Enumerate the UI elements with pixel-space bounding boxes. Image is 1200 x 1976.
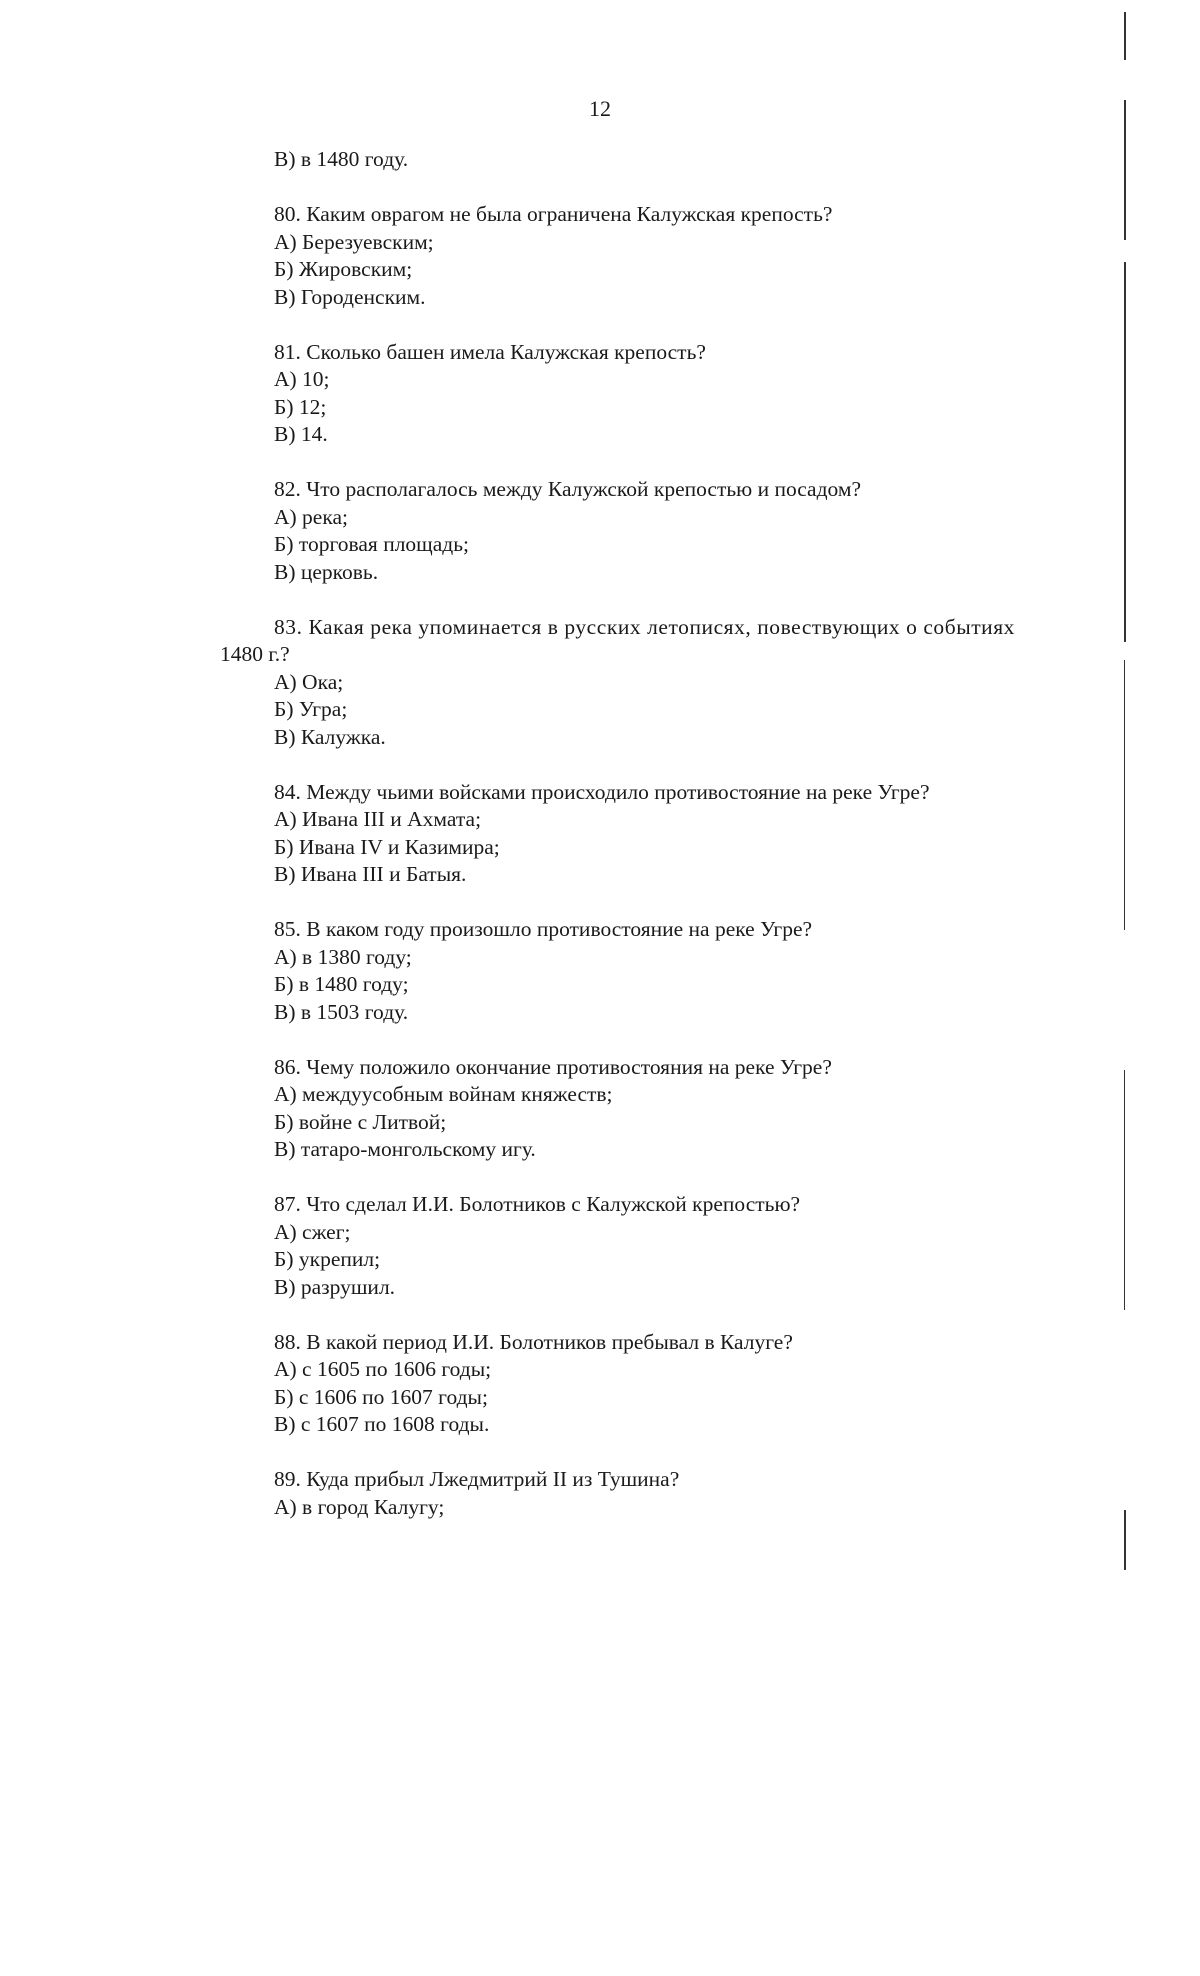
answer-option: Б) с 1606 по 1607 годы; xyxy=(274,1384,488,1409)
answer-option: В) 14. xyxy=(274,422,328,446)
answer-option: А) междуусобным войнам княжеств; xyxy=(274,1082,613,1106)
scan-edge-mark xyxy=(1124,1070,1125,1310)
question-82 xyxy=(274,476,1104,586)
quiz-content xyxy=(220,146,1104,1521)
answer-option: А) с 1605 по 1606 годы; xyxy=(274,1357,492,1381)
answer-option: Б) 12; xyxy=(274,394,327,419)
answer-option: В) Ивана III и Батыя. xyxy=(274,862,467,886)
question-86 xyxy=(274,1054,1104,1164)
answer-option: В) татаро-монгольскому игу. xyxy=(274,1137,536,1161)
answer-option: В) с 1607 по 1608 годы. xyxy=(274,1412,490,1436)
answer-option: А) в город Калугу; xyxy=(274,1494,445,1519)
answer-option: А) река; xyxy=(274,504,348,529)
answer-option: Б) Угра; xyxy=(274,697,348,721)
question-81 xyxy=(274,339,1104,449)
scan-edge-mark xyxy=(1124,12,1126,60)
question-text: 89. Куда прибыл Лжедмитрий II из Тушина? xyxy=(274,1467,680,1491)
answer-option: Б) Ивана IV и Казимира; xyxy=(274,834,500,859)
answer-option: В) Городенским. xyxy=(274,284,426,309)
question-text: 82. Что располагалось между Калужской крепостью и посадом? xyxy=(274,477,862,501)
question-89 xyxy=(274,1466,1104,1521)
answer-option: А) сжег; xyxy=(274,1219,351,1244)
question-text: 80. Каким оврагом не была ограничена Калужская крепость? xyxy=(274,202,833,226)
question-85 xyxy=(274,916,1104,1026)
answer-option: Б) Жировским; xyxy=(274,257,413,281)
scan-edge-mark xyxy=(1124,262,1126,642)
question-83 xyxy=(220,614,1104,752)
answer-option: А) в 1380 году; xyxy=(274,944,412,969)
answer-option: Б) войне с Литвой; xyxy=(274,1109,447,1134)
answer-option: В) церковь. xyxy=(274,559,379,584)
answer-option: В) в 1480 году. xyxy=(274,147,409,171)
question-text: 85. В каком году произошло противостояние на реке Угре? xyxy=(274,917,813,941)
scan-edge-mark xyxy=(1124,660,1125,930)
scan-edge-mark xyxy=(1124,1510,1126,1570)
question-text: 86. Чему положило окончание противостояния на реке Угре? xyxy=(274,1054,832,1079)
answer-option: В) Калужка. xyxy=(274,724,386,749)
answer-option: А) Ивана III и Ахмата; xyxy=(274,807,482,831)
answer-option: В) разрушил. xyxy=(274,1274,396,1299)
answer-option: А) 10; xyxy=(274,367,330,391)
question-text-continuation: 1480 г.? xyxy=(220,642,290,666)
question-text: 84. Между чьими войсками происходило противостояние на реке Угре? xyxy=(274,779,930,804)
question-88 xyxy=(274,1329,1104,1439)
question-87 xyxy=(274,1191,1104,1301)
question-80 xyxy=(274,201,1104,311)
question-text: 87. Что сделал И.И. Болотников с Калужской крепостью? xyxy=(274,1192,801,1216)
page-number: 12 xyxy=(589,96,611,121)
question-text: 83. Какая река упоминается в русских летописях, повествующих о событиях xyxy=(274,614,1015,639)
answer-option: Б) в 1480 году; xyxy=(274,972,409,996)
answer-option: Б) торговая площадь; xyxy=(274,532,470,556)
carry-over-answer xyxy=(274,146,1104,174)
question-text: 81. Сколько башен имела Калужская крепость? xyxy=(274,339,706,364)
answer-option: Б) укрепил; xyxy=(274,1247,381,1271)
answer-option: А) Березуевским; xyxy=(274,229,434,254)
scan-edge-mark xyxy=(1124,100,1126,240)
question-text: 88. В какой период И.И. Болотников пребывал в Калуге? xyxy=(274,1329,793,1354)
answer-option: А) Ока; xyxy=(274,669,344,694)
question-84 xyxy=(274,779,1104,889)
answer-option: В) в 1503 году. xyxy=(274,999,409,1024)
